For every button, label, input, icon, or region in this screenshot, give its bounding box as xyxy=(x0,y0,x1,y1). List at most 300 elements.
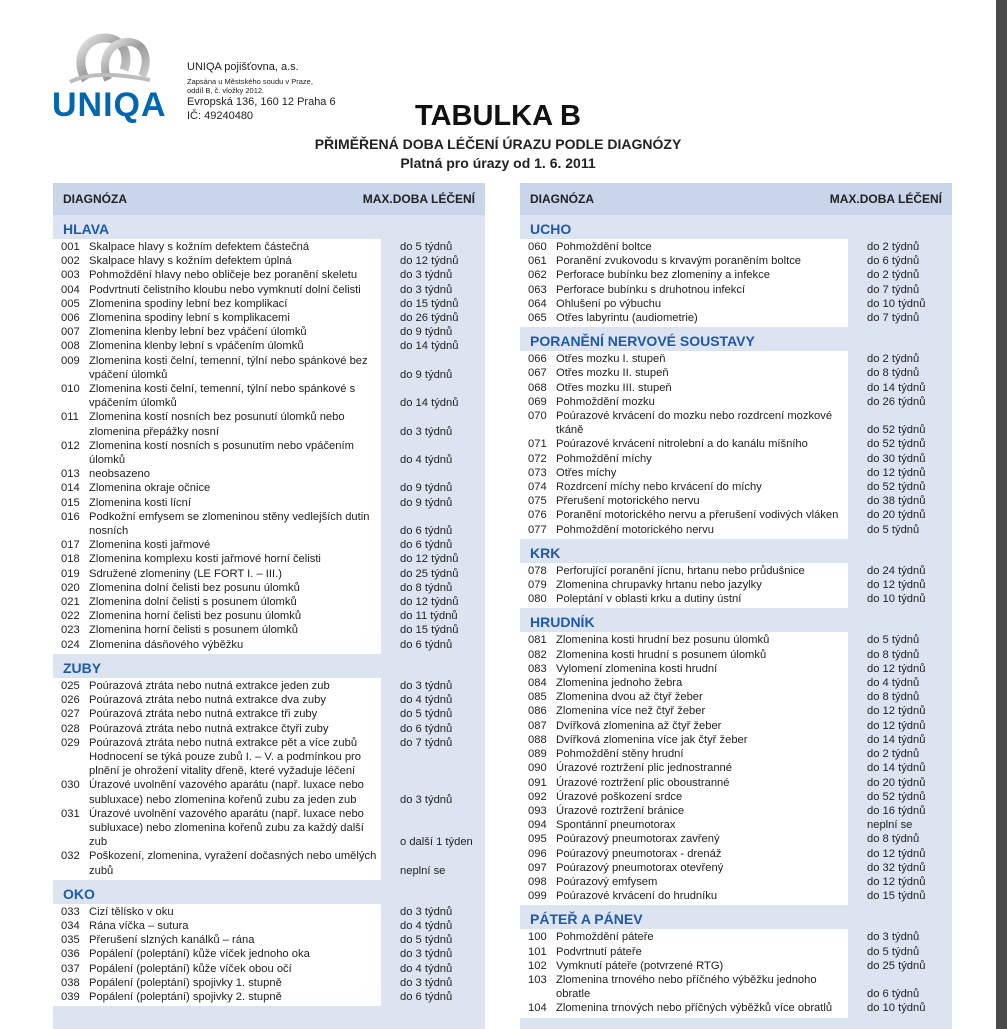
max-duration: do 9 týdnů xyxy=(400,368,453,381)
max-duration: do 52 týdnů xyxy=(867,481,926,494)
section xyxy=(53,884,485,1006)
max-duration: do 14 týdnů xyxy=(867,733,926,746)
diagnosis-description: Poúrazový pneumotorax otevřený xyxy=(556,861,724,874)
max-duration: do 5 týdnů xyxy=(400,241,453,253)
section xyxy=(53,219,485,654)
diagnosis-description: Zlomenina chrupavky hrtanu nebo jazylky xyxy=(556,579,762,592)
max-duration: do 6 týdnů xyxy=(867,988,920,1001)
max-duration: do 10 týdnů xyxy=(867,297,926,310)
diagnosis-row xyxy=(53,722,485,736)
diagnosis-code: 016 xyxy=(61,510,80,523)
diagnosis-code: 004 xyxy=(61,283,80,296)
section-rows xyxy=(53,239,459,654)
diagnosis-description: Pohmoždění boltce xyxy=(556,241,652,253)
max-duration: do 12 týdnů xyxy=(867,719,926,732)
max-duration: do 52 týdnů xyxy=(867,424,926,437)
diagnosis-description: Podkožní emfysem se zlomeninou stěny vedlejších dutin nosních xyxy=(89,510,370,538)
max-duration: do 11 týdnů xyxy=(400,610,458,623)
diagnosis-row xyxy=(520,564,952,578)
diagnosis-code: 037 xyxy=(61,962,80,975)
diagnosis-code: 038 xyxy=(61,976,80,989)
diagnosis-row xyxy=(520,747,952,761)
max-duration: do 8 týdnů xyxy=(867,648,920,661)
diagnosis-description: Ohlušení po výbuchu xyxy=(556,297,662,310)
diagnosis-row xyxy=(53,339,485,353)
max-duration: do 14 týdnů xyxy=(400,340,459,353)
diagnosis-description: Zlomenina trnového nebo příčného výběžku jednoho obratle xyxy=(556,973,817,1001)
diagnosis-row xyxy=(53,807,485,850)
diagnosis-description: Podvrtnutí páteře xyxy=(556,945,642,958)
diagnosis-row xyxy=(520,861,952,875)
diagnosis-row xyxy=(53,990,485,1004)
diagnosis-code: 091 xyxy=(528,776,547,789)
diagnosis-code: 069 xyxy=(528,395,547,408)
diagnosis-row xyxy=(520,283,952,297)
diagnosis-description: Přerušení motorického nervu xyxy=(556,495,700,508)
max-duration: do 26 týdnů xyxy=(400,312,459,325)
max-duration: do 20 týdnů xyxy=(867,509,926,522)
diagnosis-description: Zlomenina spodiny lební s komplikacemi xyxy=(89,312,290,325)
diagnosis-code: 090 xyxy=(528,762,547,775)
diagnosis-code: 011 xyxy=(61,411,79,424)
diagnosis-row xyxy=(53,510,485,538)
max-duration: do 6 týdnů xyxy=(400,539,453,552)
max-duration: do 32 týdnů xyxy=(867,861,926,874)
diagnosis-row xyxy=(520,409,952,437)
diagnosis-description: Poleptání v oblasti krku a dutiny ústní xyxy=(556,593,742,606)
diagnosis-row xyxy=(53,638,485,652)
max-duration-header: MAX.DOBA LÉČENÍ xyxy=(362,192,475,206)
diagnosis-description: Úrazové roztržení plic jednostranné xyxy=(556,762,732,775)
max-duration: do 3 týdnů xyxy=(400,793,453,806)
diagnosis-row xyxy=(53,849,485,877)
diagnosis-description: Zlomenina kostí nosních s posunutím nebo vpáčením úlomků xyxy=(89,439,354,467)
section xyxy=(520,909,952,1017)
max-duration: do 25 týdnů xyxy=(867,959,926,972)
diagnosis-code: 019 xyxy=(61,567,80,580)
diagnosis-description: Spontánní pneumotorax xyxy=(556,819,676,832)
diagnosis-code: 086 xyxy=(528,705,547,718)
diagnosis-description: Sdružené zlomeniny (LE FORT I. – III.) xyxy=(89,567,282,580)
diagnosis-description: Dvířková zlomenina až čtyř žeber xyxy=(556,719,722,732)
diagnosis-row xyxy=(53,311,485,325)
max-duration: do 4 týdnů xyxy=(400,454,453,467)
diagnosis-row xyxy=(53,609,485,623)
diagnosis-row xyxy=(53,481,485,495)
diagnosis-description: Popálení (poleptání) spojivky 2. stupně xyxy=(89,990,282,1003)
diagnosis-code: 074 xyxy=(528,481,547,494)
max-duration: do 3 týdnů xyxy=(400,283,453,296)
diagnosis-code: 063 xyxy=(528,283,547,296)
diagnosis-row xyxy=(53,552,485,566)
max-duration: neplní se xyxy=(867,819,913,832)
max-duration: do 7 týdnů xyxy=(867,312,920,325)
diagnosis-description: Vylomení zlomenina kosti hrudní xyxy=(556,662,718,675)
max-duration: do 10 týdnů xyxy=(867,1002,926,1015)
left-column xyxy=(53,183,485,1029)
viewer-background xyxy=(996,0,1007,1029)
diagnosis-code: 021 xyxy=(61,596,80,609)
max-duration: do 12 týdnů xyxy=(867,662,926,675)
diagnosis-code: 066 xyxy=(528,353,547,366)
diagnosis-row xyxy=(520,761,952,775)
section-title: PÁTEŘ A PÁNEV xyxy=(530,911,643,928)
diagnosis-description: Zlomenina kosti čelní, temenní, týlní nebo spánkové bez vpáčení úlomků xyxy=(89,354,368,381)
diagnosis-description: Poúrazový pneumotorax zavřený xyxy=(556,833,720,846)
diagnosis-description: Rozdrcení míchy nebo krvácení do míchy xyxy=(556,481,762,494)
diagnosis-description: Zlomenina horní čelisti s posunem úlomků xyxy=(89,624,298,637)
max-duration: do 4 týdnů xyxy=(400,962,453,975)
diagnosis-header: DIAGNÓZA xyxy=(63,192,127,206)
diagnosis-row xyxy=(53,933,485,947)
diagnosis-description: Otřes labyrintu (audiometrie) xyxy=(556,312,698,325)
max-duration: do 25 týdnů xyxy=(400,567,459,580)
diagnosis-row xyxy=(520,297,952,311)
diagnosis-code: 006 xyxy=(61,312,80,325)
max-duration: do 30 týdnů xyxy=(867,452,926,465)
diagnosis-code: 062 xyxy=(528,269,547,282)
diagnosis-row xyxy=(53,297,485,311)
max-duration: do 3 týdnů xyxy=(400,948,453,961)
diagnosis-description: Otřes mozku II. stupeň xyxy=(556,367,669,380)
diagnosis-code: 022 xyxy=(61,610,80,623)
diagnosis-code: 027 xyxy=(61,708,80,721)
diagnosis-row xyxy=(520,480,952,494)
diagnosis-row xyxy=(520,973,952,1001)
diagnosis-description: Zlomenina spodiny lební bez komplikací xyxy=(89,297,288,310)
max-duration: o další 1 týden xyxy=(400,836,473,849)
max-duration: do 14 týdnů xyxy=(867,381,926,394)
section-rows xyxy=(520,632,926,905)
diagnosis-code: 093 xyxy=(528,804,547,817)
diagnosis-row xyxy=(520,662,952,676)
diagnosis-description: Poúrazová ztráta nebo nutná extrakce čtyři zuby xyxy=(89,722,329,735)
diagnosis-code: 103 xyxy=(528,973,547,986)
max-duration: do 12 týdnů xyxy=(400,255,459,268)
diagnosis-row xyxy=(520,945,952,959)
diagnosis-description: Poúrazový emfysem xyxy=(556,875,658,888)
max-duration: do 6 týdnů xyxy=(400,990,453,1003)
section-rows xyxy=(53,678,473,880)
registration-line-2: oddíl B, č. vložky 2012. xyxy=(187,86,265,95)
diagnosis-row xyxy=(53,595,485,609)
diagnosis-code: 077 xyxy=(528,523,547,536)
section-rows xyxy=(520,929,926,1017)
validity-note: Platná pro úrazy od 1. 6. 2011 xyxy=(400,155,596,171)
diagnosis-row xyxy=(520,776,952,790)
diagnosis-code: 081 xyxy=(528,634,547,647)
max-duration: do 20 týdnů xyxy=(867,776,926,789)
max-duration: do 4 týdnů xyxy=(867,677,920,690)
max-duration: do 12 týdnů xyxy=(867,847,926,860)
max-duration: do 2 týdnů xyxy=(867,748,920,761)
diagnosis-row xyxy=(520,704,952,718)
diagnosis-row xyxy=(53,693,485,707)
diagnosis-description: Poúrazová ztráta nebo nutná extrakce tři zuby xyxy=(89,708,318,721)
diagnosis-code: 073 xyxy=(528,466,547,479)
diagnosis-code: 034 xyxy=(61,919,80,932)
diagnosis-description: Pohmoždění páteře xyxy=(556,931,654,944)
diagnosis-code: 008 xyxy=(61,340,80,353)
max-duration: do 3 týdnů xyxy=(400,425,453,438)
max-duration: do 5 týdnů xyxy=(867,634,920,647)
diagnosis-row xyxy=(520,395,952,409)
diagnosis-description: Zlomenina klenby lební s vpáčením úlomků xyxy=(89,340,304,353)
diagnosis-code: 013 xyxy=(61,468,80,481)
section-rows xyxy=(520,563,926,609)
diagnosis-row xyxy=(520,633,952,647)
diagnosis-description: Zlomenina komplexu kosti jařmové horní čelisti xyxy=(89,553,321,566)
company-name: UNIQA pojišťovna, a.s. xyxy=(187,61,299,73)
page-title: TABULKA B xyxy=(415,100,581,132)
diagnosis-code: 002 xyxy=(61,255,80,268)
diagnosis-row xyxy=(53,354,485,382)
diagnosis-code: 078 xyxy=(528,564,547,577)
max-duration: do 15 týdnů xyxy=(400,624,459,637)
max-duration: do 3 týdnů xyxy=(400,679,453,692)
max-duration: do 12 týdnů xyxy=(867,579,926,592)
column-header xyxy=(520,183,952,215)
diagnosis-description: Poúrazové krvácení do mozku nebo rozdrcení mozkové tkáně xyxy=(556,410,833,437)
max-duration: do 14 týdnů xyxy=(400,397,459,410)
diagnosis-code: 088 xyxy=(528,733,547,746)
diagnosis-row xyxy=(53,410,485,438)
max-duration: do 9 týdnů xyxy=(400,496,453,509)
diagnosis-row xyxy=(520,240,952,254)
max-duration: do 3 týdnů xyxy=(867,931,920,944)
diagnosis-row xyxy=(53,567,485,581)
max-duration: do 8 týdnů xyxy=(867,691,920,704)
diagnosis-description: Úrazové poškození srdce xyxy=(556,790,683,803)
section xyxy=(520,543,952,609)
section xyxy=(520,219,952,327)
max-duration: do 12 týdnů xyxy=(867,466,926,479)
max-duration: do 6 týdnů xyxy=(867,255,920,268)
max-duration: do 12 týdnů xyxy=(400,596,459,609)
diagnosis-row xyxy=(520,437,952,451)
diagnosis-code: 067 xyxy=(528,367,547,380)
diagnosis-row xyxy=(520,268,952,282)
diagnosis-code: 009 xyxy=(61,354,80,367)
max-duration: do 15 týdnů xyxy=(400,297,459,310)
diagnosis-code: 028 xyxy=(61,722,80,735)
diagnosis-row xyxy=(53,623,485,637)
diagnosis-row xyxy=(53,919,485,933)
max-duration: do 2 týdnů xyxy=(867,241,920,253)
diagnosis-row xyxy=(53,268,485,282)
diagnosis-row xyxy=(53,905,485,919)
diagnosis-description: Vymknutí páteře (potvrzené RTG) xyxy=(556,959,724,972)
diagnosis-description: Pohmoždění míchy xyxy=(556,452,652,465)
column-header xyxy=(53,183,485,215)
section-title: OKO xyxy=(63,885,95,902)
max-duration: do 14 týdnů xyxy=(867,762,926,775)
section-title: PORANĚNÍ NERVOVÉ SOUSTAVY xyxy=(530,333,755,350)
diagnosis-row xyxy=(53,240,485,254)
diagnosis-code: 033 xyxy=(61,905,80,918)
registration-line-1: Zapsána u Městského soudu v Praze, xyxy=(187,77,313,86)
max-duration: do 12 týdnů xyxy=(867,705,926,718)
max-duration: do 4 týdnů xyxy=(400,919,453,932)
diagnosis-row xyxy=(520,804,952,818)
diagnosis-code: 020 xyxy=(61,581,80,594)
diagnosis-row xyxy=(520,676,952,690)
diagnosis-row xyxy=(520,959,952,973)
page-subtitle: PŘIMĚŘENÁ DOBA LÉČENÍ ÚRAZU PODLE DIAGNÓZY xyxy=(314,136,682,152)
max-duration: do 15 týdnů xyxy=(867,890,926,903)
company-address: Evropská 136, 160 12 Praha 6 xyxy=(187,96,336,108)
max-duration: do 9 týdnů xyxy=(400,326,453,339)
diagnosis-code: 061 xyxy=(528,255,547,268)
diagnosis-description: Poúrazové krvácení do hrudníku xyxy=(556,890,718,903)
max-duration: do 3 týdnů xyxy=(400,905,453,918)
diagnosis-row xyxy=(520,889,952,903)
diagnosis-code: 095 xyxy=(528,833,547,846)
diagnosis-code: 102 xyxy=(528,959,547,972)
diagnosis-code: 012 xyxy=(61,439,80,452)
max-duration: neplní se xyxy=(400,864,446,877)
diagnosis-description: Poúrazová ztráta nebo nutná extrakce pět a více zubů xyxy=(89,736,358,749)
diagnosis-description: Přerušení slzných kanálků – rána xyxy=(89,934,255,947)
section-rows xyxy=(520,239,926,327)
diagnosis-code: 003 xyxy=(61,269,80,282)
diagnosis-code: 023 xyxy=(61,624,80,637)
diagnosis-code: 075 xyxy=(528,495,547,508)
diagnosis-code: 024 xyxy=(61,638,80,651)
diagnosis-code: 007 xyxy=(61,326,80,339)
diagnosis-description: Zlomenina dásňového výběžku xyxy=(89,638,244,651)
diagnosis-row xyxy=(520,733,952,747)
diagnosis-description: neobsazeno xyxy=(89,468,150,481)
diagnosis-row xyxy=(520,930,952,944)
diagnosis-row xyxy=(53,254,485,268)
diagnosis-code: 089 xyxy=(528,748,547,761)
max-duration: do 5 týdnů xyxy=(867,945,920,958)
diagnosis-code: 085 xyxy=(528,691,547,704)
diagnosis-description: Popálení (poleptání) kůže víček jednoho oka xyxy=(89,948,310,961)
max-duration: do 12 týdnů xyxy=(867,875,926,888)
max-duration: do 7 týdnů xyxy=(400,736,453,749)
diagnosis-description: Perforující poranění jícnu, hrtanu nebo průdušnice xyxy=(556,564,805,577)
diagnosis-code: 031 xyxy=(61,807,80,820)
diagnosis-code: 064 xyxy=(528,297,547,310)
diagnosis-description: Pohmoždění stěny hrudní xyxy=(556,748,684,761)
diagnosis-code: 026 xyxy=(61,694,80,707)
diagnosis-description: Skalpace hlavy s kožním defektem úplná xyxy=(89,255,292,268)
diagnosis-row xyxy=(520,311,952,325)
diagnosis-code: 060 xyxy=(528,241,547,253)
diagnosis-code: 065 xyxy=(528,312,547,325)
diagnosis-row xyxy=(53,947,485,961)
diagnosis-description: Poranění motorického nervu a přerušení vodivých vláken xyxy=(556,509,839,522)
diagnosis-row xyxy=(520,578,952,592)
diagnosis-row xyxy=(520,847,952,861)
diagnosis-description: Zlomenina horní čelisti bez posunu úlomků xyxy=(89,610,302,623)
diagnosis-description: Poškození, zlomenina, vyražení dočasných nebo umělých zubů xyxy=(89,850,377,877)
diagnosis-row xyxy=(520,466,952,480)
diagnosis-code: 010 xyxy=(61,383,80,396)
diagnosis-description: Otřes mozku I. stupeň xyxy=(556,353,666,366)
diagnosis-description: Skalpace hlavy s kožním defektem částečná xyxy=(89,241,310,253)
diagnosis-row xyxy=(53,778,485,806)
diagnosis-description: Podvrtnutí čelistního kloubu nebo vymknutí dolní čelisti xyxy=(89,283,361,296)
diagnosis-code: 029 xyxy=(61,736,80,749)
section xyxy=(520,612,952,905)
diagnosis-code: 080 xyxy=(528,593,547,606)
diagnosis-row xyxy=(53,496,485,510)
diagnosis-code: 101 xyxy=(528,945,547,958)
diagnosis-row xyxy=(520,875,952,889)
diagnosis-description: Poúrazový pneumotorax - drenáž xyxy=(556,847,722,860)
diagnosis-description: Otřes míchy xyxy=(556,466,617,479)
diagnosis-description: Popálení (poleptání) spojivky 1. stupně xyxy=(89,976,282,989)
diagnosis-description: Zlomenina dolní čelisti bez posunu úlomků xyxy=(89,581,300,594)
diagnosis-description: Zlomenina jednoho žebra xyxy=(556,677,683,690)
diagnosis-description: Popálení (poleptání) kůže víček obou očí xyxy=(89,962,292,975)
diagnosis-row xyxy=(520,648,952,662)
section-title: HLAVA xyxy=(63,221,110,237)
max-duration: do 2 týdnů xyxy=(867,269,920,282)
max-duration: do 5 týdnů xyxy=(400,708,453,721)
diagnosis-code: 070 xyxy=(528,410,547,423)
max-duration: do 6 týdnů xyxy=(400,525,453,538)
diagnosis-code: 094 xyxy=(528,819,547,832)
diagnosis-row xyxy=(520,254,952,268)
diagnosis-code: 039 xyxy=(61,990,80,1003)
diagnosis-description: Pohmoždění mozku xyxy=(556,395,655,408)
max-duration: do 5 týdnů xyxy=(400,934,453,947)
section-title: UCHO xyxy=(530,221,572,237)
max-duration: do 8 týdnů xyxy=(400,581,453,594)
diagnosis-header: DIAGNÓZA xyxy=(530,192,594,206)
max-duration: do 52 týdnů xyxy=(867,790,926,803)
diagnosis-row xyxy=(53,736,485,750)
diagnosis-description: Poranění zvukovodu s krvavým poraněním boltce xyxy=(556,255,802,268)
diagnosis-code: 014 xyxy=(61,482,80,495)
diagnosis-code: 018 xyxy=(61,553,80,566)
diagnosis-description: Zlomenina trnových nebo příčných výběžků více obratlů xyxy=(556,1002,833,1015)
diagnosis-description: Úrazové roztržení bránice xyxy=(556,804,685,817)
diagnosis-code: 035 xyxy=(61,934,80,947)
diagnosis-row xyxy=(520,452,952,466)
diagnosis-row xyxy=(53,283,485,297)
diagnosis-code: 100 xyxy=(528,931,547,944)
diagnosis-description: Hodnocení se týká pouze zubů I. – V. a podmínkou pro plnění je ohrožení vitality dřeně, které vyžaduje léčení xyxy=(89,750,361,778)
max-duration: do 5 týdnů xyxy=(867,523,920,536)
diagnosis-description: Dvířková zlomenina více jak čtyř žeber xyxy=(556,733,748,746)
section-title: ZUBY xyxy=(63,659,102,676)
diagnosis-code: 087 xyxy=(528,719,547,732)
diagnosis-row xyxy=(520,832,952,846)
section-rows xyxy=(520,351,926,539)
section xyxy=(53,658,485,880)
max-duration: do 26 týdnů xyxy=(867,395,926,408)
diagnosis-description: Zlomenina kosti čelní, temenní, týlní nebo spánkové s vpáčením úlomků xyxy=(89,383,356,410)
max-duration-header: MAX.DOBA LÉČENÍ xyxy=(829,192,942,206)
uniqa-logo-text: UNIQA xyxy=(52,86,167,124)
diagnosis-description: Zlomenina více než čtyř žeber xyxy=(556,705,706,718)
left-column-body xyxy=(53,219,485,1006)
diagnosis-description: Perforace bubínku bez zlomeniny a infekce xyxy=(556,269,770,282)
diagnosis-description: Otřes mozku III. stupeň xyxy=(556,381,672,394)
diagnosis-description: Zlomenina kosti lícní xyxy=(89,496,191,509)
diagnosis-row xyxy=(520,690,952,704)
max-duration: do 12 týdnů xyxy=(400,553,459,566)
diagnosis-code: 071 xyxy=(528,438,547,451)
diagnosis-row xyxy=(520,818,952,832)
diagnosis-row xyxy=(520,1001,952,1015)
diagnosis-row xyxy=(53,976,485,990)
